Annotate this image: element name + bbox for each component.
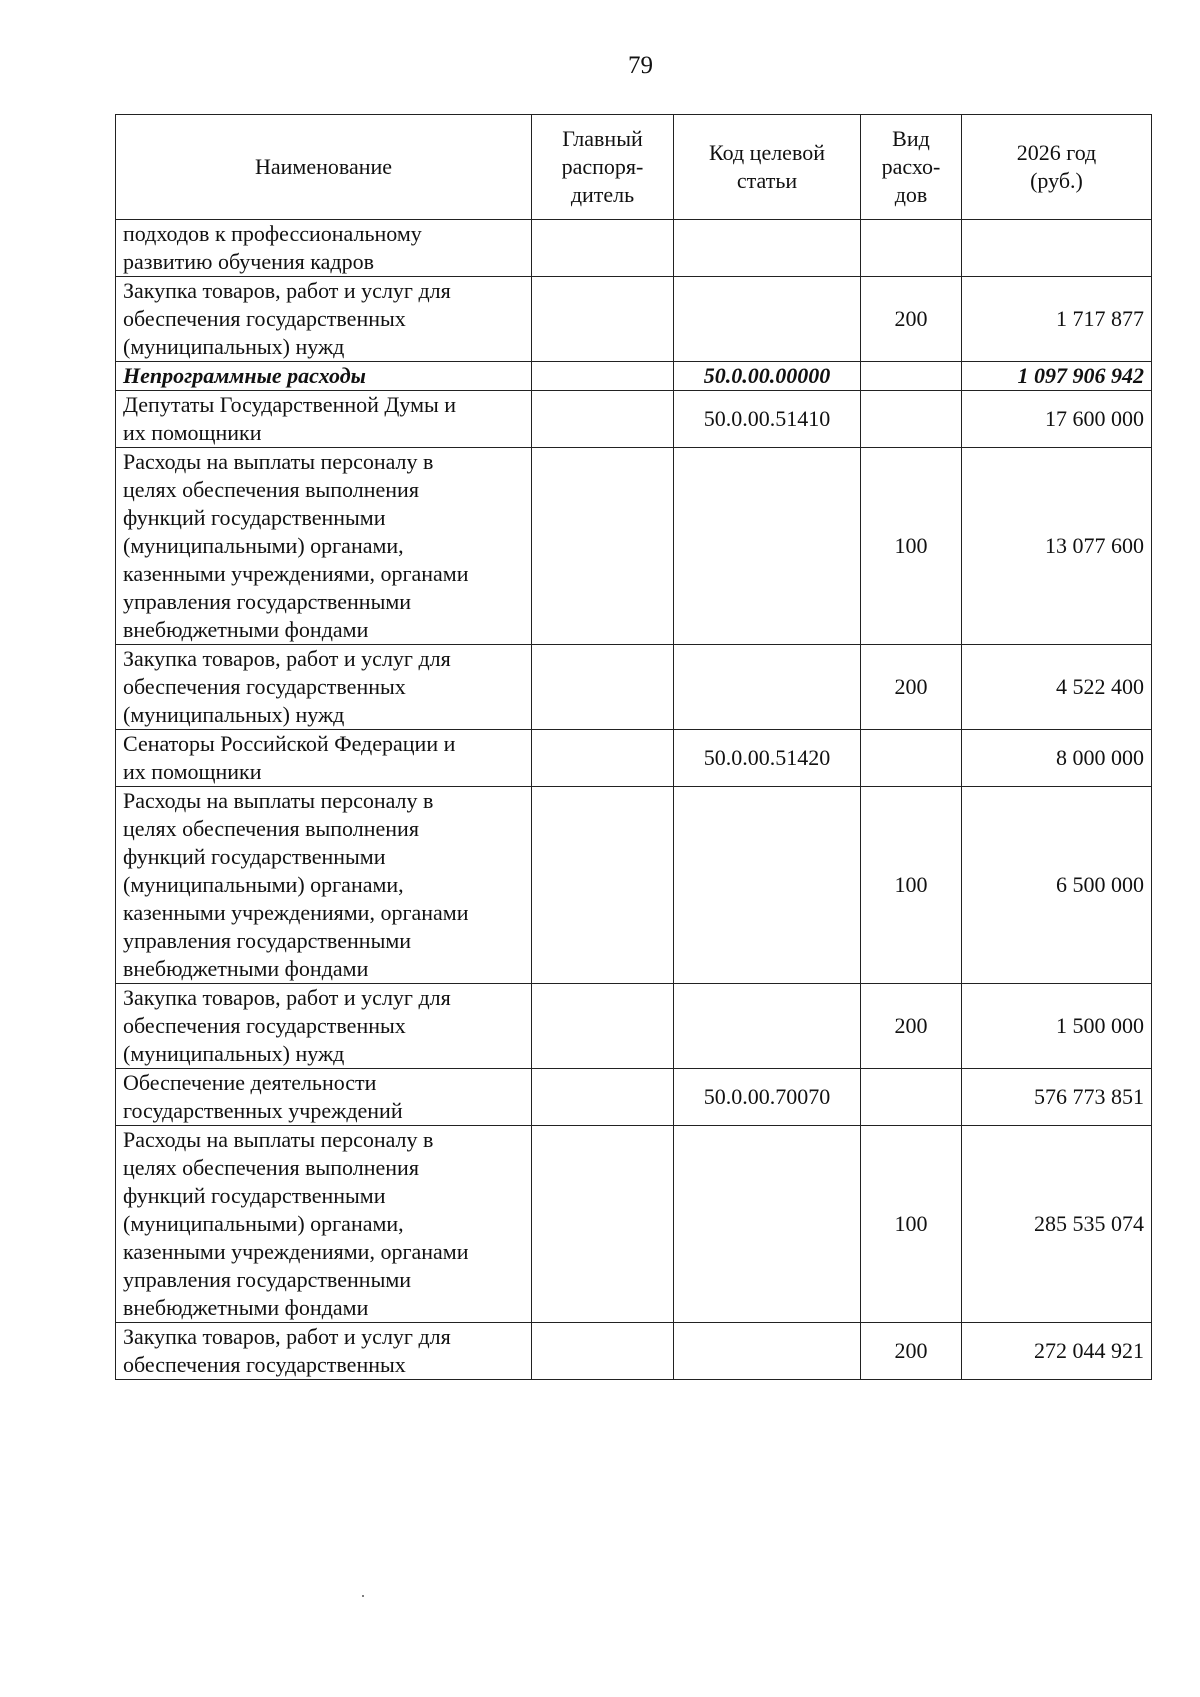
- row-name-cell-text: подходов к профессиональному развитию обучения кадров: [123, 221, 422, 274]
- budget-table: [115, 114, 1152, 1380]
- header-name: Наименование: [116, 115, 532, 220]
- row-name-cell-text: Непрограммные расходы: [123, 363, 366, 388]
- row-name-cell: [116, 1069, 532, 1126]
- row-amount-cell-text: 8 000 000: [1056, 745, 1144, 770]
- row-target-code-cell: [674, 220, 861, 277]
- row-expense-type-cell-text: 100: [894, 872, 928, 897]
- row-name-cell: [116, 277, 532, 362]
- row-chief-manager-cell: [532, 1126, 674, 1323]
- row-chief-manager-cell: [532, 448, 674, 645]
- row-expense-type-cell: [861, 787, 962, 984]
- row-amount-cell: [962, 984, 1152, 1069]
- header-expense-type: Вид расхо- дов: [861, 115, 962, 220]
- table-row: [116, 277, 1152, 362]
- row-amount-cell-text: 285 535 074: [1034, 1211, 1144, 1236]
- row-name-cell: [116, 1126, 532, 1323]
- row-amount-cell-text: 272 044 921: [1034, 1338, 1144, 1363]
- row-name-cell-text: Закупка товаров, работ и услуг для обеспечения государственных (муниципальных) нужд: [123, 278, 451, 359]
- row-amount-cell: [962, 220, 1152, 277]
- row-expense-type-cell: [861, 984, 962, 1069]
- row-amount-cell: [962, 448, 1152, 645]
- row-name-cell-text: Закупка товаров, работ и услуг для обеспечения государственных (муниципальных) нужд: [123, 646, 451, 727]
- row-chief-manager-cell: [532, 1323, 674, 1380]
- row-target-code-cell: [674, 277, 861, 362]
- row-name-cell-text: Депутаты Государственной Думы и их помощники: [123, 392, 457, 445]
- row-amount-cell: [962, 1323, 1152, 1380]
- table-row: [116, 220, 1152, 277]
- row-chief-manager-cell: [532, 391, 674, 448]
- row-chief-manager-cell: [532, 1069, 674, 1126]
- row-target-code-cell: [674, 1323, 861, 1380]
- row-expense-type-cell-text: 200: [894, 674, 928, 699]
- table-row: [116, 730, 1152, 787]
- row-target-code-cell: [674, 1069, 861, 1126]
- row-name-cell: [116, 1323, 532, 1380]
- row-name-cell-text: Сенаторы Российской Федерации и их помощники: [123, 731, 456, 784]
- row-target-code-cell-text: 50.0.00.51410: [703, 406, 831, 431]
- row-expense-type-cell: [861, 448, 962, 645]
- row-target-code-cell-text: 50.0.00.00000: [703, 363, 831, 388]
- row-expense-type-cell-text: 200: [894, 1013, 928, 1038]
- row-target-code-cell: [674, 645, 861, 730]
- row-name-cell: [116, 391, 532, 448]
- row-target-code-cell: [674, 787, 861, 984]
- row-target-code-cell-text: 50.0.00.51420: [703, 745, 831, 770]
- row-target-code-cell: [674, 448, 861, 645]
- page-number: 79: [628, 52, 653, 79]
- row-amount-cell: [962, 391, 1152, 448]
- row-expense-type-cell: [861, 1069, 962, 1126]
- row-expense-type-cell: [861, 730, 962, 787]
- row-amount-cell-text: 4 522 400: [1056, 674, 1144, 699]
- row-amount-cell-text: 13 077 600: [1045, 533, 1144, 558]
- row-amount-cell: [962, 730, 1152, 787]
- row-target-code-cell: [674, 1126, 861, 1323]
- row-amount-cell-text: 6 500 000: [1056, 872, 1144, 897]
- row-expense-type-cell: [861, 362, 962, 391]
- row-amount-cell-text: 1 097 906 942: [1017, 363, 1144, 388]
- row-expense-type-cell-text: 100: [894, 1211, 928, 1236]
- row-name-cell-text: Закупка товаров, работ и услуг для обеспечения государственных (муниципальных) нужд: [123, 985, 451, 1066]
- row-target-code-cell: [674, 730, 861, 787]
- row-name-cell: [116, 220, 532, 277]
- table-row: [116, 1323, 1152, 1380]
- table-row: [116, 362, 1152, 391]
- table-row: [116, 787, 1152, 984]
- row-chief-manager-cell: [532, 645, 674, 730]
- table-row: [116, 984, 1152, 1069]
- row-amount-cell-text: 1 500 000: [1056, 1013, 1144, 1038]
- row-amount-cell: [962, 1069, 1152, 1126]
- header-target-code: Код целевой статьи: [674, 115, 861, 220]
- table-row: [116, 645, 1152, 730]
- scan-speck: [362, 1595, 364, 1597]
- row-name-cell-text: Расходы на выплаты персоналу в целях обеспечения выполнения функций государственными (муниципальными) органами, казенными учреждениями, органами управления государственными внебюджетными фондами: [123, 788, 469, 981]
- table-row: [116, 1069, 1152, 1126]
- row-name-cell-text: Обеспечение деятельности государственных учреждений: [123, 1070, 403, 1123]
- row-name-cell: [116, 730, 532, 787]
- row-expense-type-cell-text: 100: [894, 533, 928, 558]
- row-expense-type-cell: [861, 645, 962, 730]
- row-name-cell: [116, 984, 532, 1069]
- row-amount-cell-text: 1 717 877: [1056, 306, 1144, 331]
- table-row: [116, 391, 1152, 448]
- row-name-cell-text: Расходы на выплаты персоналу в целях обеспечения выполнения функций государственными (муниципальными) органами, казенными учреждениями, органами управления государственными внебюджетными фондами: [123, 449, 469, 642]
- row-expense-type-cell: [861, 277, 962, 362]
- row-amount-cell: [962, 362, 1152, 391]
- row-amount-cell: [962, 787, 1152, 984]
- row-expense-type-cell-text: 200: [894, 1338, 928, 1363]
- row-amount-cell-text: 576 773 851: [1034, 1084, 1144, 1109]
- table-body: [116, 220, 1152, 1380]
- row-chief-manager-cell: [532, 984, 674, 1069]
- row-target-code-cell: [674, 391, 861, 448]
- table-header-row: [116, 115, 1152, 220]
- row-target-code-cell: [674, 362, 861, 391]
- row-amount-cell: [962, 1126, 1152, 1323]
- header-chief-manager: Главный распоря- дитель: [532, 115, 674, 220]
- row-amount-cell: [962, 277, 1152, 362]
- row-amount-cell: [962, 645, 1152, 730]
- header-amount: 2026 год (руб.): [962, 115, 1152, 220]
- row-expense-type-cell: [861, 1323, 962, 1380]
- row-target-code-cell-text: 50.0.00.70070: [703, 1084, 831, 1109]
- row-name-cell: [116, 645, 532, 730]
- row-chief-manager-cell: [532, 362, 674, 391]
- table-row: [116, 448, 1152, 645]
- row-name-cell-text: Расходы на выплаты персоналу в целях обеспечения выполнения функций государственными (муниципальными) органами, казенными учреждениями, органами управления государственными внебюджетными фондами: [123, 1127, 469, 1320]
- table-row: [116, 1126, 1152, 1323]
- row-name-cell: [116, 448, 532, 645]
- row-expense-type-cell-text: 200: [894, 306, 928, 331]
- row-name-cell: [116, 362, 532, 391]
- row-chief-manager-cell: [532, 730, 674, 787]
- row-amount-cell-text: 17 600 000: [1045, 406, 1144, 431]
- row-expense-type-cell: [861, 1126, 962, 1323]
- row-expense-type-cell: [861, 220, 962, 277]
- row-chief-manager-cell: [532, 277, 674, 362]
- row-name-cell-text: Закупка товаров, работ и услуг для обеспечения государственных: [123, 1324, 451, 1377]
- row-expense-type-cell: [861, 391, 962, 448]
- row-target-code-cell: [674, 984, 861, 1069]
- row-chief-manager-cell: [532, 787, 674, 984]
- row-chief-manager-cell: [532, 220, 674, 277]
- row-name-cell: [116, 787, 532, 984]
